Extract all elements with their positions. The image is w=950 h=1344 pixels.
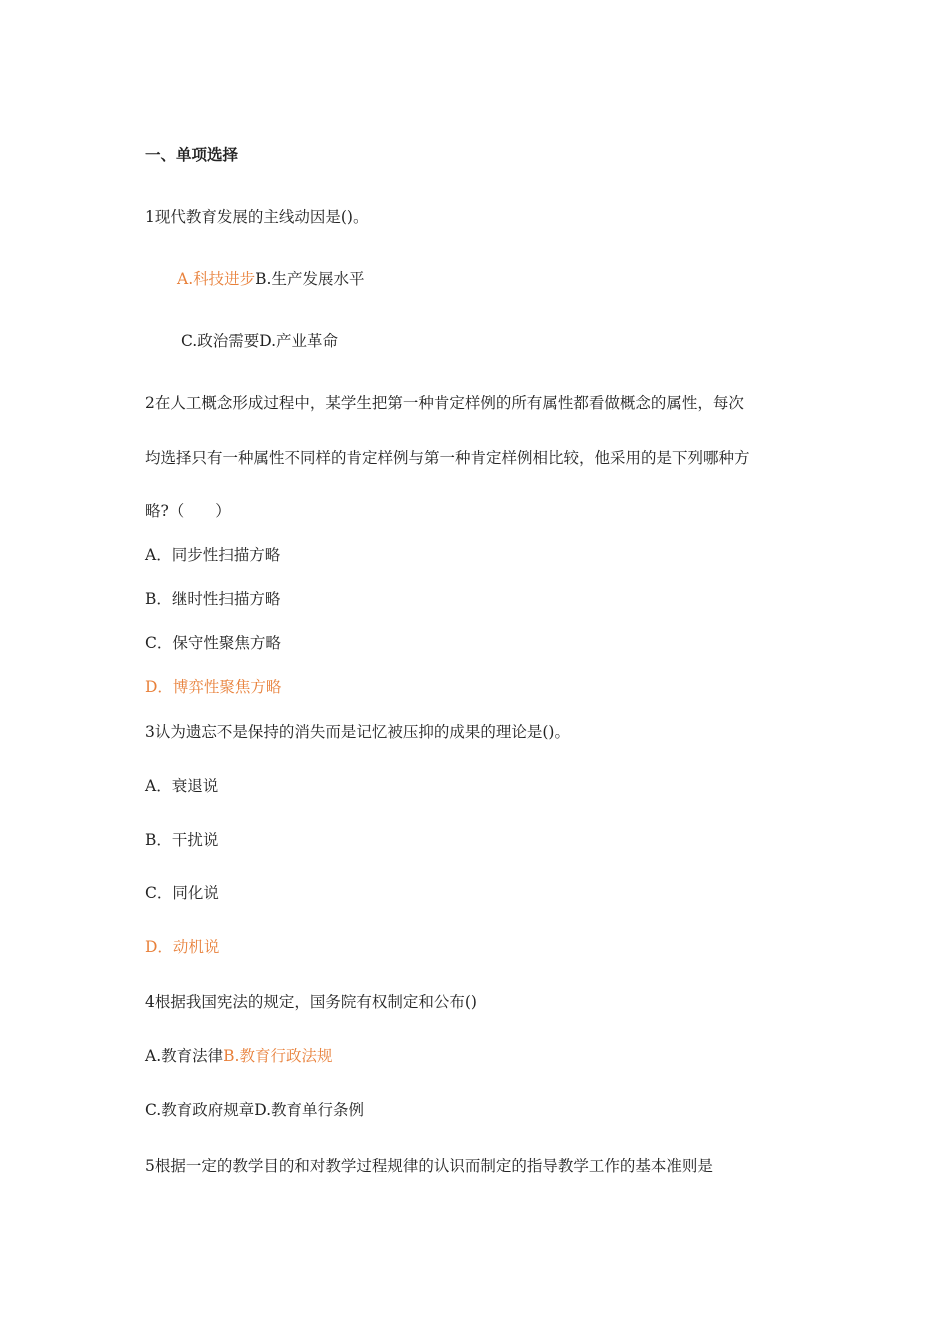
q3-option-a: A．衰退说 xyxy=(145,777,219,795)
q4-option-a: A.教育法律 xyxy=(145,1047,224,1065)
question-1-options-ab xyxy=(177,268,364,290)
q2-option-d: D．博弈性聚焦方略 xyxy=(145,678,282,696)
question-4-options-ab xyxy=(145,1045,332,1067)
question-4-stem: 4根据我国宪法的规定，国务院有权制定和公布() xyxy=(145,993,477,1011)
q3-option-b: B．干扰说 xyxy=(145,831,219,849)
question-2-stem-line3: 略?（ ） xyxy=(145,502,231,520)
section-title: 一、单项选择 xyxy=(145,145,239,164)
q1-option-a: A.科技进步 xyxy=(177,270,256,288)
question-1-options-cd: C.政治需要D.产业革命 xyxy=(181,332,339,350)
q2-option-b: B．继时性扫描方略 xyxy=(145,590,281,608)
q3-option-c: C．同化说 xyxy=(145,884,219,902)
q1-option-b: B.生产发展水平 xyxy=(255,270,365,288)
q3-option-d: D．动机说 xyxy=(145,938,220,956)
question-1-stem: 1现代教育发展的主线动因是()。 xyxy=(145,208,369,226)
question-2-stem-line1: 2在人工概念形成过程中，某学生把第一种肯定样例的所有属性都看做概念的属性，每次 xyxy=(145,394,744,412)
question-2-stem-line2: 均选择只有一种属性不同样的肯定样例与第一种肯定样例相比较，他采用的是下列哪种方 xyxy=(145,449,750,467)
question-5-stem: 5根据一定的教学目的和对教学过程规律的认识而制定的指导教学工作的基本准则是 xyxy=(145,1157,713,1175)
q2-option-a: A．同步性扫描方略 xyxy=(145,546,281,564)
q4-option-b: B.教育行政法规 xyxy=(223,1047,333,1065)
question-3-stem: 3认为遗忘不是保持的消失而是记忆被压抑的成果的理论是()。 xyxy=(145,723,570,741)
question-4-options-cd: C.教育政府规章D.教育单行条例 xyxy=(145,1101,365,1119)
q2-option-c: C．保守性聚焦方略 xyxy=(145,634,281,652)
